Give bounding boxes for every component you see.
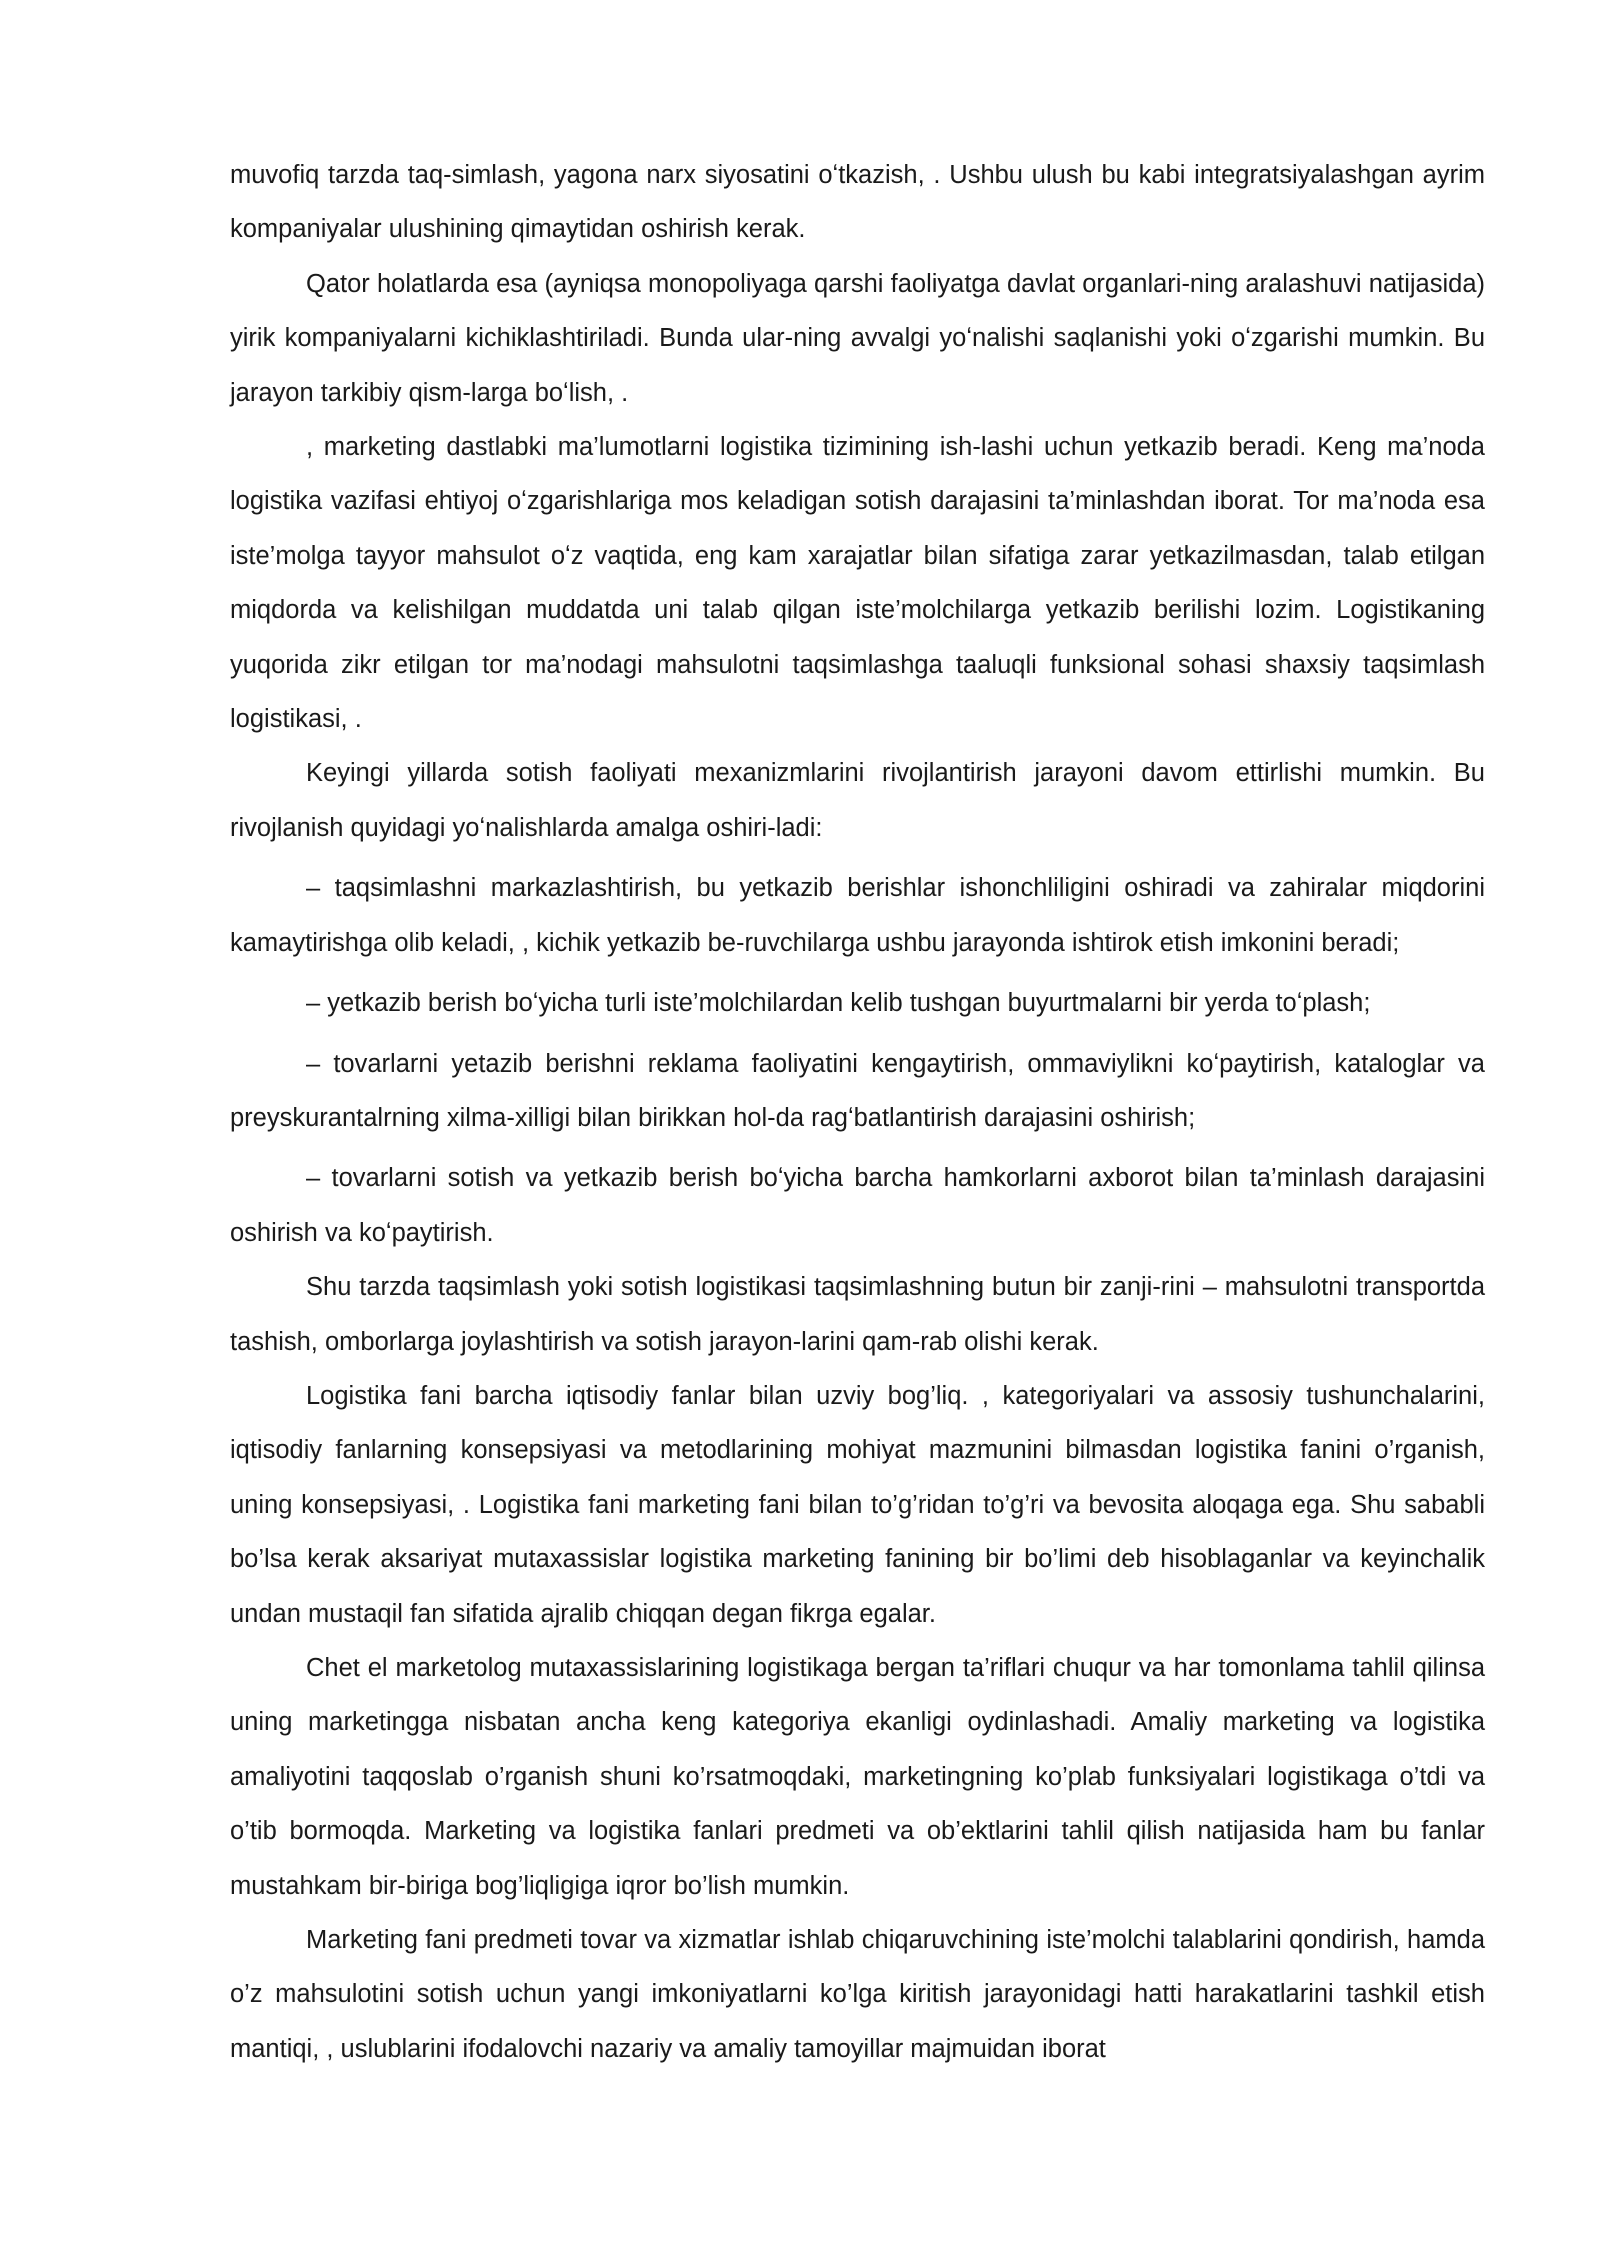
bullet-item: – yetkazib berish boʻyicha turli iste’molchilardan kelib tushgan buyurtmalarni bir yerda toʻplash; (306, 989, 1371, 1018)
document-body (230, 148, 1485, 2076)
paragraph: , marketing dastlabki ma’lumotlarni logistika tizimining ish-lashi uchun yetkazib beradi. Keng ma’noda logistika vazifasi ehtiyoj oʻzgarishlariga mos keladigan sotish darajasini ta’minlashdan iborat. Tor ma’noda esa iste’molga tayyor mahsulot oʻz vaqtida, eng kam xarajatlar bilan sifatiga zarar yetkazilmasdan, talab etilgan miqdorda va kelishilgan muddatda uni talab qilgan iste’molchilarga yetkazib berilishi lozim. Logistikaning yuqorida zikr etilgan tor ma’nodagi mahsulotni taqsimlashga taaluqli funksional sohasi shaxsiy taqsimlash logistikasi, . (230, 433, 1485, 734)
paragraph: muvofiq tarzda taq-simlash, yagona narx siyosatini oʻtkazish, . Ushbu ulush bu kabi integratsiyalashgan ayrim kompaniyalar ulushining qimaytidan oshirish kerak. (230, 161, 1485, 244)
paragraph: Qator holatlarda esa (ayniqsa monopoliyaga qarshi faoliyatga davlat organlari-ning aralashuvi natijasida) yirik kompaniyalarni kichiklashtiriladi. Bunda ular-ning avvalgi yoʻnalishi saqlanishi yoki oʻzgarishi mumkin. Bu jarayon tarkibiy qism-larga boʻlish, . (230, 269, 1485, 407)
bullet-item: – tovarlarni sotish va yetkazib berish boʻyicha barcha hamkorlarni axborot bilan ta’minlash darajasini oshirish va koʻpaytirish. (230, 1164, 1485, 1247)
paragraph: Shu tarzda taqsimlash yoki sotish logistikasi taqsimlashning butun bir zanji-rini – mahsulotni transportda tashish, omborlarga joylashtirish va sotish jarayon-larini qam-rab olishi kerak. (230, 1273, 1485, 1356)
paragraph: Logistika fani barcha iqtisodiy fanlar bilan uzviy bog’liq. , kategoriyalari va assosiy tushunchalarini, iqtisodiy fanlarning konsepsiyasi va metodlarining mohiyat mazmunini bilmasdan logistika fanini o’rganish, uning konsepsiyasi, . Logistika fani marketing fani bilan to’g’ridan to’g’ri va bevosita aloqaga ega. Shu sababli bo’lsa kerak aksariyat mutaxassislar logistika marketing fanining bir bo’limi deb hisoblaganlar va keyinchalik undan mustaqil fan sifatida ajralib chiqqan degan fikrga egalar. (230, 1381, 1485, 1628)
paragraph: Chet el marketolog mutaxassislarining logistikaga bergan ta’riflari chuqur va har tomonlama tahlil qilinsa uning marketingga nisbatan ancha keng kategoriya ekanligi oydinlashadi. Amaliy marketing va logistika amaliyotini taqqoslab o’rganish shuni ko’rsatmoqdaki, marketingning ko’plab funksiyalari logistikaga o’tdi va o’tib bormoqda. Marketing va logistika fanlari predmeti va ob’ektlarini tahlil qilish natijasida ham bu fanlar mustahkam bir-biriga bog’liqligiga iqror bo’lish mumkin. (230, 1653, 1485, 1900)
bullet-item: – tovarlarni yetazib berishni reklama faoliyatini kengaytirish, ommaviylikni koʻpaytirish, kataloglar va preyskurantalrning xilma-xilligi bilan birikkan hol-da ragʻbatlantirish darajasini oshirish; (230, 1049, 1485, 1132)
paragraph: Keyingi yillarda sotish faoliyati mexanizmlarini rivojlantirish jarayoni davom ettirlishi mumkin. Bu rivojlanish quyidagi yoʻnalishlarda amalga oshiri-ladi: (230, 759, 1485, 842)
paragraph: Marketing fani predmeti tovar va xizmatlar ishlab chiqaruvchining iste’molchi talablarini qondirish, hamda o’z mahsulotini sotish uchun yangi imkoniyatlarni ko’lga kiritish jarayonidagi hatti harakatlarini tashkil etish mantiqi, , uslublarini ifodalovchi nazariy va amaliy tamoyillar majmuidan iborat (230, 1926, 1485, 2063)
bullet-item: – taqsimlashni markazlashtirish, bu yetkazib berishlar ishonchliligini oshiradi va zahiralar miqdorini kamaytirishga olib keladi, , kichik yetkazib be-ruvchilarga ushbu jarayonda ishtirok etish imkonini beradi; (230, 874, 1485, 957)
